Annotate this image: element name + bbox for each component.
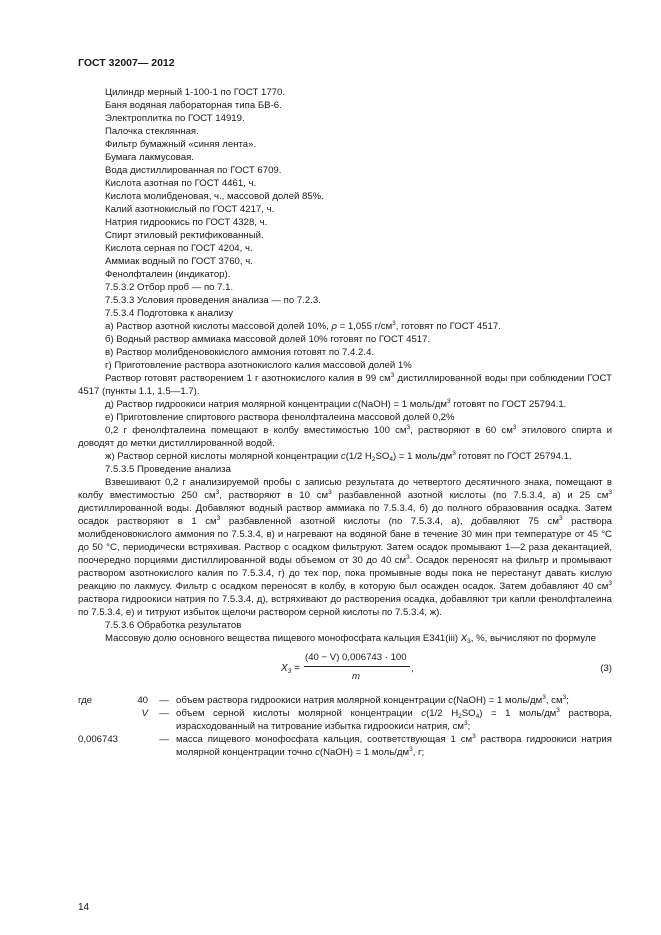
prep-e-text: 0,2 г фенолфталеина помещают в колбу вместимостью 100 $см^3$, растворяют в 60 $см^3$ этилового спирта и доводят до метки дистиллированной водой. [78, 424, 612, 449]
formula-denominator: m [352, 671, 360, 682]
document-header: ГОСТ 32007— 2012 [78, 57, 175, 69]
page-number: 14 [78, 902, 90, 913]
definition-row [78, 707, 612, 733]
equipment-item: Натрия гидроокись по ГОСТ 4328, ч. [105, 217, 268, 228]
page-body [78, 86, 612, 759]
prep-g: г) Приготовление раствора азотнокислого калия массовой долей 1% [105, 360, 412, 371]
section-7535-heading: 7.5.3.5 Проведение анализа [105, 464, 231, 475]
equipment-item: Спирт этиловый ректификованный. [105, 230, 264, 241]
prep-b: б) Водный раствор аммиака массовой долей 10% готовят по ГОСТ 4517. [105, 334, 431, 345]
definition-row [78, 733, 612, 759]
definitions-table [78, 694, 612, 759]
section-7532: 7.5.3.2 Отбор проб — по 7.1. [105, 282, 234, 293]
where-label: где [78, 695, 93, 706]
equipment-item: Аммиак водный по ГОСТ 3760, ч. [105, 256, 253, 267]
equipment-item: Кислота азотная по ГОСТ 4461, ч. [105, 178, 257, 189]
prep-zh: ж) Раствор серной кислоты молярной концентрации c(1/2 $H_2SO_4) = 1$ моль/$дм^3$ готовят по ГОСТ 25794.1. [105, 450, 572, 463]
definition-symbol: V [141, 708, 148, 719]
equipment-item: Кислота серная по ГОСТ 4204, ч. [105, 243, 253, 254]
definition-dash: — [159, 734, 169, 745]
definition-dash: — [159, 708, 169, 719]
prep-g-text: Раствор готовят растворением 1 г азотнокислого калия в 99 $см^3$ дистиллированной воды при соблюдении ГОСТ 4517 (пункты 1.1, 1.5—1.7). [78, 372, 612, 397]
prep-d: д) Раствор гидроокиси натрия молярной концентрации c(NaOH) = 1 моль/$дм^3$ готовят по ГОСТ 25794.1. [105, 398, 567, 410]
formula-numerator: (40 − V) 0,006743 · 100 [305, 652, 407, 663]
definition-dash: — [159, 695, 169, 706]
fraction-bar [304, 666, 410, 667]
equipment-item: Бумага лакмусовая. [105, 152, 194, 163]
formula-comma: , [411, 663, 414, 674]
formula-number: (3) [600, 663, 612, 674]
equipment-item: Цилиндр мерный 1-100-1 по ГОСТ 1770. [105, 87, 285, 98]
prep-v: в) Раствор молибденовокислого аммония готовят по 7.4.2.4. [105, 347, 375, 358]
definition-text: объем серной кислоты молярной концентрации c(1/2 $H_2SO_4) = 1$ моль/$дм^3$ раствора, израсходованный на титрование избытка гидроокиси натрия, $см^3$; [176, 707, 612, 732]
section-7536-heading: 7.5.3.6 Обработка результатов [105, 620, 242, 631]
equipment-item: Фильтр бумажный «синяя лента». [105, 139, 257, 150]
equipment-item: Калий азотнокислый по ГОСТ 4217, ч. [105, 204, 275, 215]
section-7533: 7.5.3.3 Условия проведения анализа — по 7.2.3. [105, 295, 321, 306]
section-7534-heading: 7.5.3.4 Подготовка к анализу [105, 308, 234, 319]
equipment-item: Баня водяная лабораторная типа БВ-6. [105, 100, 282, 111]
equipment-item: Кислота молибденовая, ч., массовой долей 85%. [105, 191, 324, 202]
result-paragraph: Массовую долю основного вещества пищевого монофосфата кальция Е341(iii) $X_3$, %, вычисляют по формуле [105, 633, 596, 645]
equipment-item: Вода дистиллированная по ГОСТ 6709. [105, 165, 282, 176]
prep-e: е) Приготовление спиртового раствора фенолфталеина массовой долей 0,2% [105, 412, 455, 423]
analysis-paragraph: Взвешивают 0,2 г анализируемой пробы с записью результата до четвертого десятичного знака, помещают в колбу вместимостью 250 $см^3$, растворяют в 10 $см^3$ разбавленной азотной кислоты (по 7.5.3.4, а) и 25 $см^3$ дистиллированной воды. Добавляют водный раствор аммиака по 7.5.3.4, б) до полного образования осадка. Затем осадок растворяют в 1 $см^3$ разбавленной азотной кислоты (по 7.5.3.4, а), добавляют 75 $см^3$ раствора молибденовокислого аммония по 7.5.3.4, в) и нагревают на водяной бане в течение 30 мин при температуре от 45 °С до 50 °С, периодически встряхивая. Раствор с осадком фильтруют. Затем осадок промывают 1—2 раза декантацией, поочередно порциями дистиллированной воды объемом от 30 до 40 $см^3$. Осадок переносят на фильтр и промывают раствором азотнокислого калия по 7.5.3.4, г) до тех пор, пока промывные воды пока не перестанут давать кислую реакцию по лакмусу. Фильтр с осадком переносят в колбу, в которую был осажден осадок. Затем добавляют 40 $см^3$ раствора гидроокиси натрия по 7.5.3.4, д), встряхивают до растворения осадка, добавляют три капли фенолфталеина по 7.5.3.4, е) и титруют избыток щелочи раствором серной кислоты по 7.5.3.4, ж). [78, 477, 613, 618]
equipment-item: Палочка стеклянная. [105, 126, 199, 137]
definition-symbol: 0,006743 [78, 734, 119, 745]
definition-text: объем раствора гидроокиси натрия молярной концентрации c(NaOH) = 1 моль/$дм^3$, $см^3$; [176, 694, 569, 706]
prep-a: а) Раствор азотной кислоты массовой долей 10%, ρ = 1,055 $г/см^3$, готовят по ГОСТ 4517. [105, 320, 501, 332]
equipment-item: Фенолфталеин (индикатор). [105, 269, 231, 280]
definition-text: масса пищевого монофосфата кальция, соответствующая 1 $см^3$ раствора гидроокиси натрия молярной концентрации точно c(NaOH) = 1 моль/$дм^3$, г; [176, 733, 612, 758]
definition-row [78, 694, 612, 707]
equipment-item: Электроплитка по ГОСТ 14919. [105, 113, 245, 124]
formula-lhs: $X_3$ = [281, 663, 300, 675]
definition-symbol: 40 [137, 695, 148, 706]
formula-3 [78, 650, 612, 692]
equipment-list [78, 86, 612, 281]
